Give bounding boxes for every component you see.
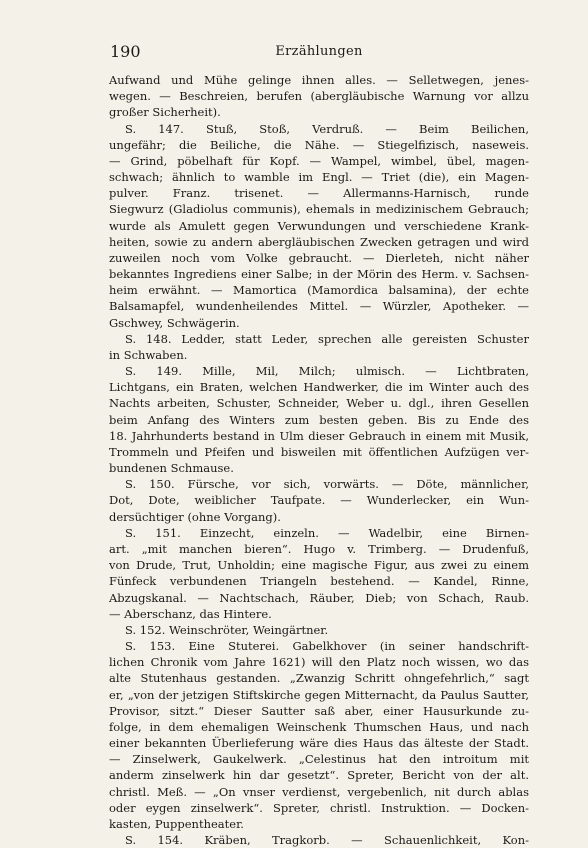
text-line: — Grind, pöbelhaft für Kopf. — Wampel, wimbel, übel, magen- [109, 153, 529, 168]
text-line: 18. Jahrhunderts bestand in Ulm dieser Gebrauch in einem mit Musik, [109, 428, 529, 443]
text-line: Nachts arbeiten, Schuster, Schneider, Weber u. dgl., ihren Gesellen [109, 396, 529, 411]
text-line: lichen Chronik vom Jahre 1621) will den Platz noch wissen, wo das [109, 655, 529, 670]
text-line: Fünfeck verbundenen Triangeln bestehend. — Kandel, Rinne, [109, 574, 529, 589]
text-line: Gschwey, Schwägerin. [109, 315, 240, 330]
text-line: S. 153. Eine Stuterei. Gabelkhover (in seiner handschrift- [125, 639, 529, 654]
text-line: wegen. — Beschreien, berufen (abergläubische Warnung vor allzu [109, 89, 529, 104]
text-line: in Schwaben. [109, 347, 188, 362]
text-line: anderm zinselwerk hin dar gesetzt“. Spreter, Bericht von der alt. [109, 768, 529, 783]
text-line: pulver. Franz. trisenet. — Allermanns-Harnisch, runde [109, 186, 529, 201]
text-line: S. 147. Stuß, Stoß, Verdruß. — Beim Beilichen, [125, 121, 529, 136]
text-line: Balsamapfel, wundenheilendes Mittel. — Würzler, Apotheker. — [109, 299, 529, 314]
text-line: S. 148. Ledder, statt Leder, sprechen alle gereisten Schuster [125, 331, 529, 346]
text-line: art. „mit manchen bieren“. Hugo v. Trimberg. — Drudenfuß, [109, 541, 529, 556]
page-body-text [109, 72, 529, 848]
text-line: Dot, Dote, weiblicher Taufpate. — Wunderlecker, ein Wun- [109, 493, 529, 508]
text-line: — Zinselwerk, Gaukelwerk. „Celestinus hat den introitum mit [109, 752, 529, 767]
text-line: er, „von der jetzigen Stiftskirche gegen Mitternacht, da Paulus Sautter, [109, 687, 529, 702]
running-title: Erzählungen [275, 44, 363, 59]
text-line: Lichtgans, ein Braten, welchen Handwerker, die im Winter auch des [109, 380, 529, 395]
text-line: folge, in dem ehemaligen Weinschenk Thumschen Haus, und nach [109, 719, 529, 734]
text-line: dersüchtiger (ohne Vorgang). [109, 509, 281, 524]
text-line: schwach; ähnlich to wamble im Engl. — Triet (die), ein Magen- [109, 170, 529, 185]
text-line: einer bekannten Überlieferung wäre dies Haus das älteste der Stadt. [109, 736, 529, 751]
text-line: — Aberschanz, das Hintere. [109, 606, 272, 621]
text-line: Aufwand und Mühe gelinge ihnen alles. — Selletwegen, jenes- [109, 73, 529, 87]
text-line: bundenen Schmause. [109, 461, 234, 476]
text-line: Trommeln und Pfeifen und bisweilen mit öffentlichen Aufzügen ver- [109, 444, 529, 459]
text-line: Provisor, sitzt.“ Dieser Sautter saß aber, einer Hausurkunde zu- [109, 703, 529, 718]
text-line: zuweilen noch vom Volke gebraucht. — Dierleteh, nicht näher [109, 250, 529, 265]
page-number: 190 [110, 42, 141, 61]
text-line: S. 152. Weinschröter, Weingärtner. [125, 622, 329, 637]
text-line: S. 149. Mille, Mil, Milch; ulmisch. — Lichtbraten, [125, 364, 529, 379]
page-header [110, 42, 528, 64]
text-line: ungefähr; die Beiliche, die Nähe. — Stiegelfizisch, naseweis. [109, 137, 529, 152]
text-line: oder eygen zinselwerk“. Spreter, christl. Instruktion. — Docken- [109, 800, 529, 815]
text-line: von Drude, Trut, Unholdin; eine magische Figur, aus zwei zu einem [109, 558, 529, 573]
text-line: Siegwurz (Gladiolus communis), ehemals in medizinischem Gebrauch; [109, 202, 529, 217]
text-line: bekanntes Ingrediens einer Salbe; in der Mörin des Herm. v. Sachsen- [109, 267, 529, 282]
text-line: S. 154. Kräben, Tragkorb. — Schauenlichkeit, Kon- [125, 833, 529, 848]
text-line: S. 151. Einzecht, einzeln. — Wadelbir, eine Birnen- [125, 525, 529, 540]
text-line: beim Anfang des Winters zum besten geben. Bis zu Ende des [109, 412, 529, 427]
text-line: christl. Meß. — „On vnser verdienst, vergebenlich, nit durch ablas [109, 784, 529, 799]
text-line: alte Stutenhaus gestanden. „Zwanzig Schritt ohngefehrlich,“ sagt [109, 671, 529, 686]
text-line: Abzugskanal. — Nachtschach, Räuber, Dieb; von Schach, Raub. [109, 590, 529, 605]
text-line: großer Sicherheit). [109, 105, 221, 120]
text-line: kasten, Puppentheater. [109, 816, 244, 831]
text-line: S. 150. Fürsche, vor sich, vorwärts. — Döte, männlicher, [125, 477, 529, 492]
text-line: wurde als Amulett gegen Verwundungen und verschiedene Krank- [109, 218, 529, 233]
text-line: heiten, sowie zu andern abergläubischen Zwecken getragen und wird [109, 234, 529, 249]
text-line: heim erwähnt. — Mamortica (Mamordica balsamina), der echte [109, 283, 529, 298]
